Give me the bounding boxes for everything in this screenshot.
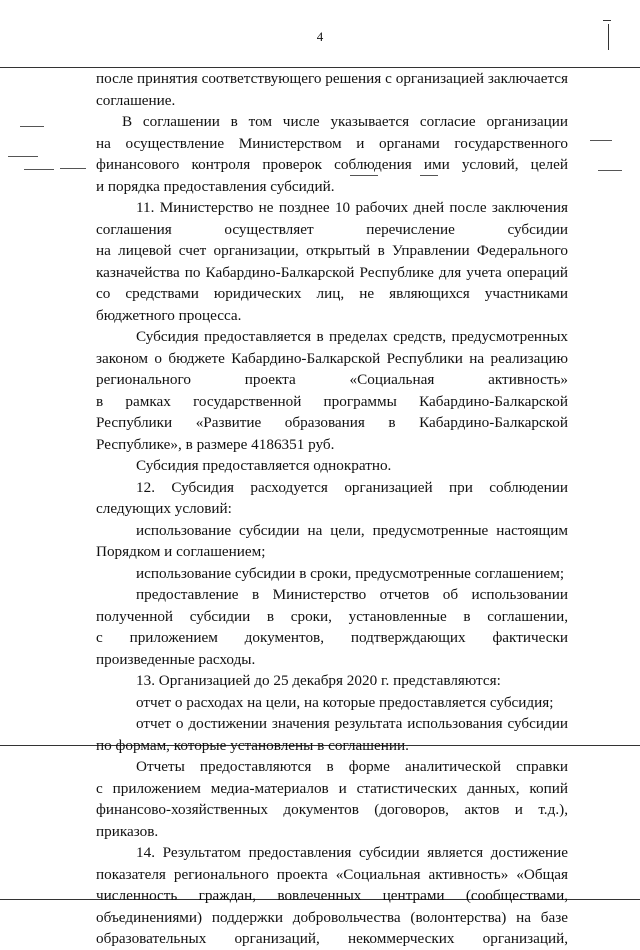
text-line: Республике», в размере 4186351 руб. <box>96 435 335 453</box>
text-line: приказов. <box>96 822 159 840</box>
document-body <box>96 68 568 950</box>
text-line: следующих условий: <box>96 500 232 517</box>
text-line: финансового контроля проверок соблюдения ими условий, целей <box>96 156 568 173</box>
text-line: Порядком и соглашением; <box>96 543 266 560</box>
text-line: В соглашении в том числе указывается согласие организации <box>122 113 568 130</box>
scan-mark <box>590 140 612 141</box>
text-line: Субсидия предоставляется в пределах средств, предусмотренных <box>136 328 568 345</box>
text-line: соглашения осуществляет перечисление субсидии <box>96 220 568 238</box>
text-line: Отчеты предоставляются в форме аналитической справки <box>136 758 568 775</box>
text-line: с приложением документов, подтверждающих фактически <box>96 629 568 646</box>
scan-mark <box>8 156 38 157</box>
scan-mark <box>608 24 609 50</box>
scan-mark <box>24 169 54 170</box>
text-line: регионального проекта «Социальная активность» <box>96 371 568 388</box>
scan-mark <box>603 20 611 21</box>
text-line: на лицевой счет организации, открытый в Управлении Федерального <box>96 242 568 259</box>
text-line: по формам, которые установлены в соглашении. <box>96 736 409 754</box>
text-line: Республики «Развитие образования в Кабардино-Балкарской <box>96 414 568 431</box>
text-line: отчет о расходах на цели, на которые предоставляется субсидия; <box>136 693 554 711</box>
text-line: и порядка предоставления субсидий. <box>96 177 335 195</box>
text-line: Субсидия предоставляется однократно. <box>136 457 392 474</box>
text-line: в рамках государственной программы Кабардино-Балкарской <box>96 392 568 410</box>
text-line: 13. Организацией до 25 декабря 2020 г. представляются: <box>136 672 501 689</box>
scan-mark <box>598 170 622 171</box>
text-line: объединениями) поддержки добровольчества (волонтерства) на базе <box>96 908 568 926</box>
text-line: численность граждан, вовлеченных центрами (сообществами, <box>96 887 568 904</box>
text-line: показателя регионального проекта «Социальная активность» «Общая <box>96 865 568 883</box>
text-line: после принятия соответствующего решения с организацией заключается <box>96 70 568 87</box>
scan-mark <box>60 168 86 169</box>
text-line: на осуществление Министерством и органами государственного <box>96 134 568 152</box>
text-line: 11. Министерство не позднее 10 рабочих дней после заключения <box>136 199 568 216</box>
text-line: 14. Результатом предоставления субсидии является достижение <box>136 844 568 861</box>
text-line: отчет о достижении значения результата использования субсидии <box>136 715 568 732</box>
text-line: с приложением медиа-материалов и статистических данных, копий <box>96 779 568 797</box>
text-line: использование субсидии в сроки, предусмотренные соглашением; <box>136 564 565 582</box>
text-line: образовательных организаций, некоммерческих организаций, <box>96 930 568 947</box>
text-line: произведенные расходы. <box>96 650 256 668</box>
text-line: предоставление в Министерство отчетов об использовании <box>136 586 568 603</box>
text-line: соглашение. <box>96 91 176 109</box>
scan-mark <box>20 126 44 127</box>
text-line: казначейства по Кабардино-Балкарской Республике для учета операций <box>96 263 568 281</box>
text-line: финансово-хозяйственных документов (договоров, актов и т.д.), <box>96 801 568 818</box>
text-line: со средствами юридических лиц, не являющихся участниками <box>96 285 568 302</box>
text-line: законом о бюджете Кабардино-Балкарской Республики на реализацию <box>96 349 568 367</box>
text-line: использование субсидии на цели, предусмотренные настоящим <box>136 521 568 539</box>
text-line: полученной субсидии в сроки, установленные в соглашении, <box>96 607 568 625</box>
page-number: 4 <box>316 29 324 44</box>
text-line: 12. Субсидия расходуется организацией при соблюдении <box>136 478 568 496</box>
text-line: бюджетного процесса. <box>96 306 242 324</box>
